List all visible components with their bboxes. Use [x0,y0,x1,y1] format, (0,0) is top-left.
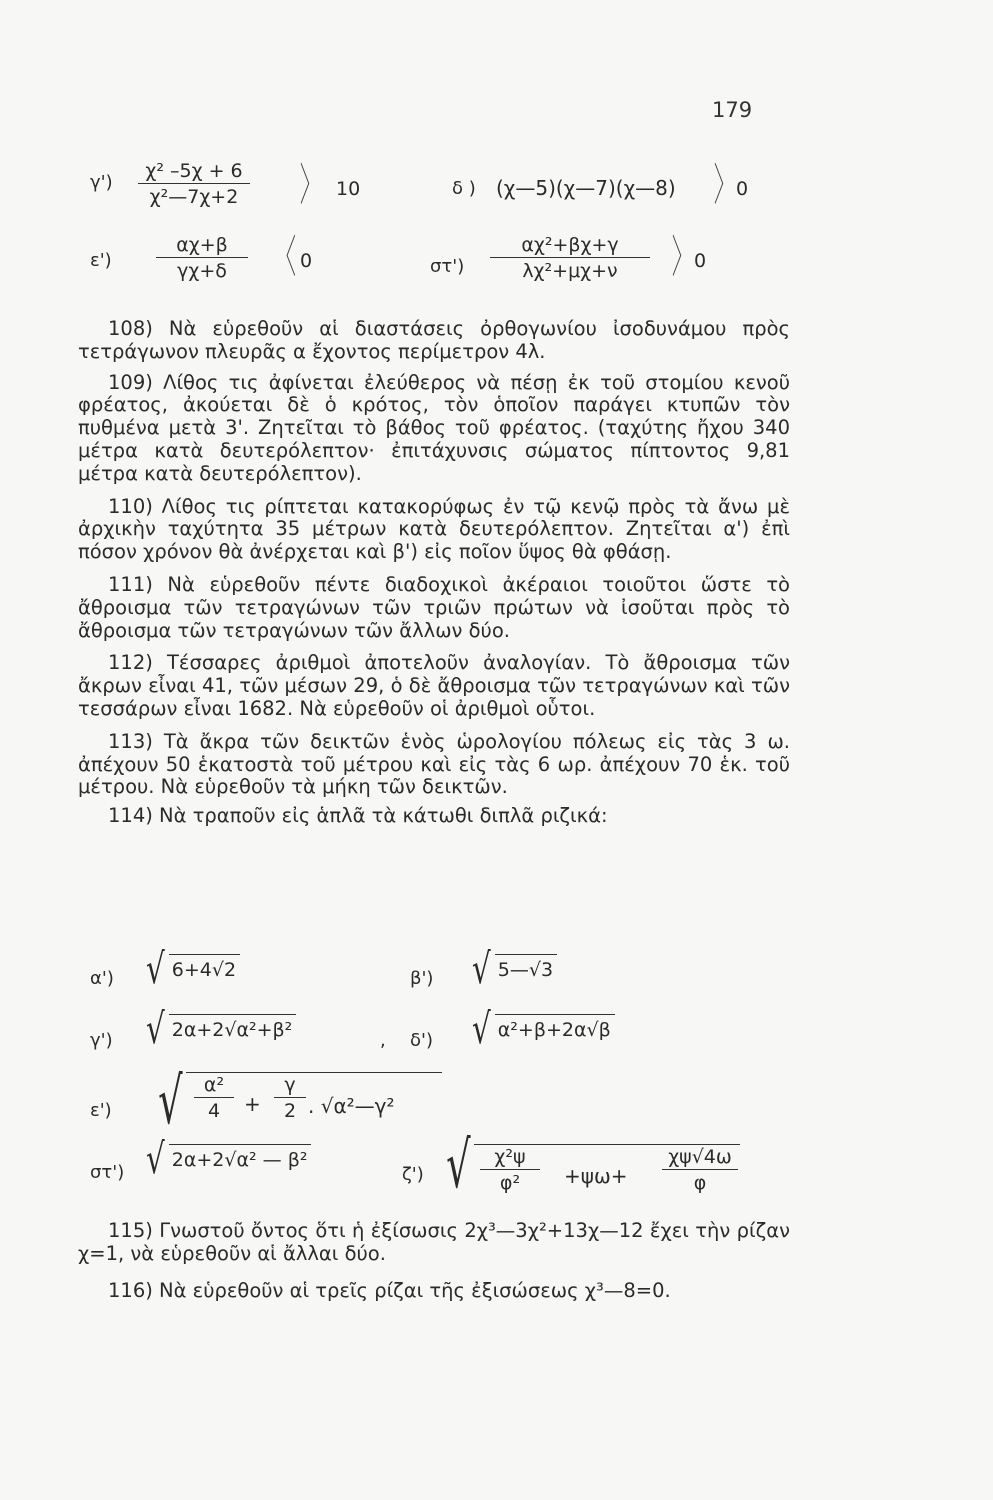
tail-expression: . √α²—γ² [308,1094,395,1118]
fraction [274,1074,306,1122]
vinculum [474,1144,740,1145]
label-epsilon: ε') [90,1100,112,1121]
label-epsilon: ε') [90,250,112,271]
problem-108: 108) Νὰ εὑρεθοῦν αἱ διαστάσεις ὀρθογωνίου ἰσοδυνάμου πρὸς τετράγωνον πλευρᾶς α ἔχοντος περίμετρον 4λ. [78,317,790,363]
sqrt-icon: √ [472,1004,491,1053]
problems-block-bottom [78,1220,790,1302]
denominator: 2 [283,1100,297,1122]
page-number: 179 [712,98,753,122]
plus-sign: + [244,1092,261,1116]
label-beta: β') [410,968,434,989]
numerator: χ² –5χ + 6 [138,160,250,184]
problem-109: 109) Λίθος τις ἀφίνεται ἐλεύθερος νὰ πέσῃ ἐκ τοῦ στομίου κενοῦ φρέατος, ἀκούεται δὲ ὁ κρότος, τὸν ὁποῖον παράγει κτυπῶν τὸν πυθμένα μετὰ 3'. Ζητεῖται τὸ βάθος τοῦ φρέατος. (ταχύτης ἤχου 340 μέτρα κατὰ δευτερόλεπτον· ἐπιτάχυνσις σώματος πίπτοντος 9,81 μέτρα κατὰ δευτερόλεπτον). [78,370,790,485]
denominator: φ² [499,1172,521,1194]
rhs-value: 10 [336,178,361,200]
problem-110: 110) Λίθος τις ρίπτεται κατακορύφως ἐν τῷ κενῷ πρὸς τὰ ἄνω μὲ ἀρχικὴν ταχύτητα 35 μέτρων κατὰ δευτερόλεπτον. Ζητεῖται α') ἐπὶ πόσον χρόνον θὰ ἀνέρχεται καὶ β') εἰς ποῖον ὕψος θὰ φθάσῃ. [78,494,790,564]
label-alpha: α') [90,968,114,989]
radical-expression [468,944,557,993]
label-stigma: στ') [430,256,465,277]
label-zeta: ζ') [402,1164,424,1185]
numerator: αχ²+βχ+γ [490,234,650,258]
label-delta: δ') [410,1030,433,1051]
rhs-value: 0 [300,250,313,272]
denominator: λχ²+μχ+ν [522,260,618,282]
radicand: 6+4√2 [169,954,240,981]
radicand: 2α+2√α² — β² [169,1144,312,1171]
middle-expression: +ψω+ [564,1164,628,1188]
problem-111: 111) Νὰ εὑρεθοῦν πέντε διαδοχικοὶ ἀκέραιοι τοιοῦτοι ὥστε τὸ ἄθροισμα τῶν τετραγώνων τῶν τριῶν πρώτων νὰ ἰσοῦται πρὸς τὸ ἄθροισμα τῶν τετραγώνων τῶν ἄλλων δύο. [78,572,790,642]
problem-115: 115) Γνωστοῦ ὄντος ὅτι ἡ ἐξίσωσις 2χ³—3χ²+13χ—12 ἔχει τὴν ρίζαν χ=1, νὰ εὑρεθοῦν αἱ ἄλλαι δύο. [78,1219,790,1265]
rhs-value: 0 [736,178,749,200]
sqrt-icon: √ [472,944,491,993]
numerator: α² [194,1074,234,1098]
label-stigma: στ') [90,1162,125,1183]
expression-delta: (χ—5)(χ—7)(χ—8) [496,176,676,200]
label-gamma: γ') [90,1030,113,1051]
radicand: 5—√3 [495,954,557,981]
problem-116: 116) Νὰ εὑρεθοῦν αἱ τρεῖς ρίζαι τῆς ἐξισώσεως χ³—8=0. [108,1278,671,1302]
radical-expression [468,1004,615,1053]
fraction [480,1146,540,1194]
fraction-epsilon [156,234,248,282]
fraction [662,1146,738,1194]
relation-symbol: 〈 [276,232,296,283]
denominator: γχ+δ [177,260,227,282]
denominator: φ [693,1172,707,1194]
numerator: χψ√4ω [662,1146,738,1170]
rhs-value: 0 [694,250,707,272]
sqrt-icon: √ [146,944,165,993]
problem-112: 112) Τέσσαρες ἀριθμοὶ ἀποτελοῦν ἀναλογίαν. Τὸ ἄθροισμα τῶν ἄκρων εἶναι 41, τῶν μέσων 29, ὁ δὲ ἄθροισμα τῶν τετραγώνων καὶ τῶν τεσσάρων εἶναι 1682. Νὰ εὑρεθοῦν οἱ ἀριθμοὶ οὗτοι. [78,651,790,720]
numerator: αχ+β [156,234,248,258]
sqrt-icon: √ [146,1004,165,1053]
sqrt-icon: √ [158,1065,183,1139]
radical-expression [142,1134,311,1183]
relation-symbol: 〉 [714,160,734,211]
denominator: χ²—7χ+2 [149,186,239,208]
label-gamma: γ') [90,172,113,193]
denominator: 4 [207,1100,221,1122]
relation-symbol: 〉 [300,160,320,211]
fraction [194,1074,234,1122]
radical-expression [142,1004,296,1053]
fraction-gamma [138,160,250,208]
problem-113: 113) Τὰ ἄκρα τῶν δεικτῶν ἑνὸς ὡρολογίου πόλεως εἰς τὰς 3 ω. ἀπέχουν 50 ἑκατοστὰ τοῦ μέτρου καὶ εἰς τὰς 6 ωρ. ἀπέχουν 70 ἑκ. τοῦ μέτρου. Νὰ εὑρεθοῦν τὰ μήκη τῶν δεικτῶν. [78,729,790,799]
radicand: 2α+2√α²+β² [169,1014,297,1041]
problem-114: 114) Νὰ τραποῦν εἰς ἁπλᾶ τὰ κάτωθι διπλᾶ ριζικά: [108,804,608,828]
radicand: α²+β+2α√β [495,1014,615,1041]
comma: , [380,1030,386,1051]
label-delta: δ ) [452,178,476,199]
numerator: γ [274,1074,306,1098]
sqrt-icon: √ [146,1134,165,1183]
relation-symbol: 〉 [672,232,692,283]
radical-expression [142,944,240,993]
fraction-stigma [490,234,650,282]
sqrt-icon: √ [446,1129,471,1203]
problems-block [78,318,790,828]
numerator: χ²ψ [480,1146,540,1170]
vinculum [186,1072,442,1073]
